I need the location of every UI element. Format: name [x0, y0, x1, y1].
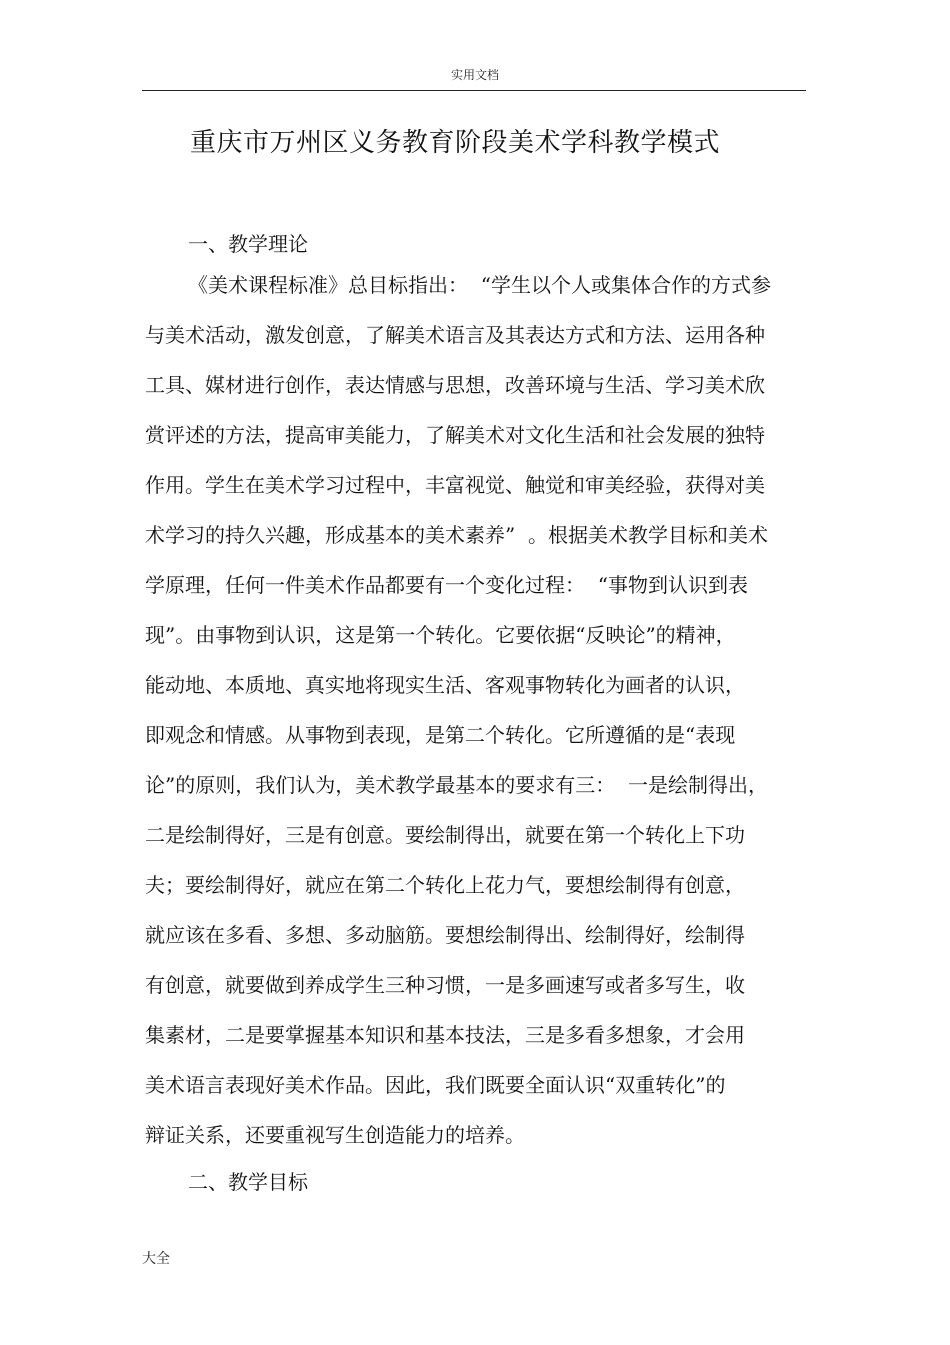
paragraph-line: 工具、媒材进行创作，表达情感与思想，改善环境与生活、学习美术欣: [145, 373, 765, 397]
section-heading-theory: 一、教学理论: [188, 232, 308, 256]
header-divider: [142, 90, 806, 91]
paragraph-line: 有创意，就要做到养成学生三种习惯，一是多画速写或者多写生，收: [145, 973, 745, 997]
page-footer-label: 大全: [142, 1251, 170, 1267]
paragraph-line: 辩证关系，还要重视写生创造能力的培养。: [145, 1123, 525, 1147]
page-header-label: 实用文档: [450, 68, 499, 82]
paragraph-line: 赏评述的方法，提高审美能力，了解美术对文化生活和社会发展的独特: [145, 423, 765, 447]
paragraph-line: 现”。由事物到认识，这是第一个转化。它要依据“反映论”的精神，: [145, 623, 736, 647]
paragraph-line: 即观念和情感。从事物到表现，是第二个转化。它所遵循的是“表现: [145, 723, 736, 747]
paragraph-line: 夫；要绘制得好，就应在第二个转化上花力气，要想绘制得有创意，: [145, 873, 745, 897]
section-heading-goals: 二、教学目标: [188, 1170, 308, 1194]
paragraph-line: 学原理，任何一件美术作品都要有一个变化过程： “事物到认识到表: [145, 573, 748, 597]
paragraph-line: 二是绘制得好，三是有创意。要绘制得出，就要在第一个转化上下功: [145, 823, 745, 847]
paragraph-line: 《美术课程标准》总目标指出： “学生以个人或集体合作的方式参: [188, 273, 771, 297]
paragraph-line: 美术语言表现好美术作品。因此，我们既要全面认识“双重转化”的: [145, 1073, 726, 1097]
paragraph-line: 作用。学生在美术学习过程中，丰富视觉、触觉和审美经验，获得对美: [145, 473, 765, 497]
paragraph-line: 论”的原则，我们认为，美术教学最基本的要求有三： 一是绘制得出，: [145, 773, 768, 797]
paragraph-line: 能动地、本质地、真实地将现实生活、客观事物转化为画者的认识，: [145, 673, 745, 697]
paragraph-line: 集素材，二是要掌握基本知识和基本技法，三是多看多想象，才会用: [145, 1023, 745, 1047]
document-title: 重庆市万州区义务教育阶段美术学科教学模式: [189, 128, 720, 158]
paragraph-line: 就应该在多看、多想、多动脑筋。要想绘制得出、绘制得好，绘制得: [145, 923, 745, 947]
paragraph-line: 与美术活动，激发创意，了解美术语言及其表达方式和方法、运用各种: [145, 323, 765, 347]
paragraph-line: 术学习的持久兴趣，形成基本的美术素养” 。根据美术教学目标和美术: [145, 523, 768, 547]
